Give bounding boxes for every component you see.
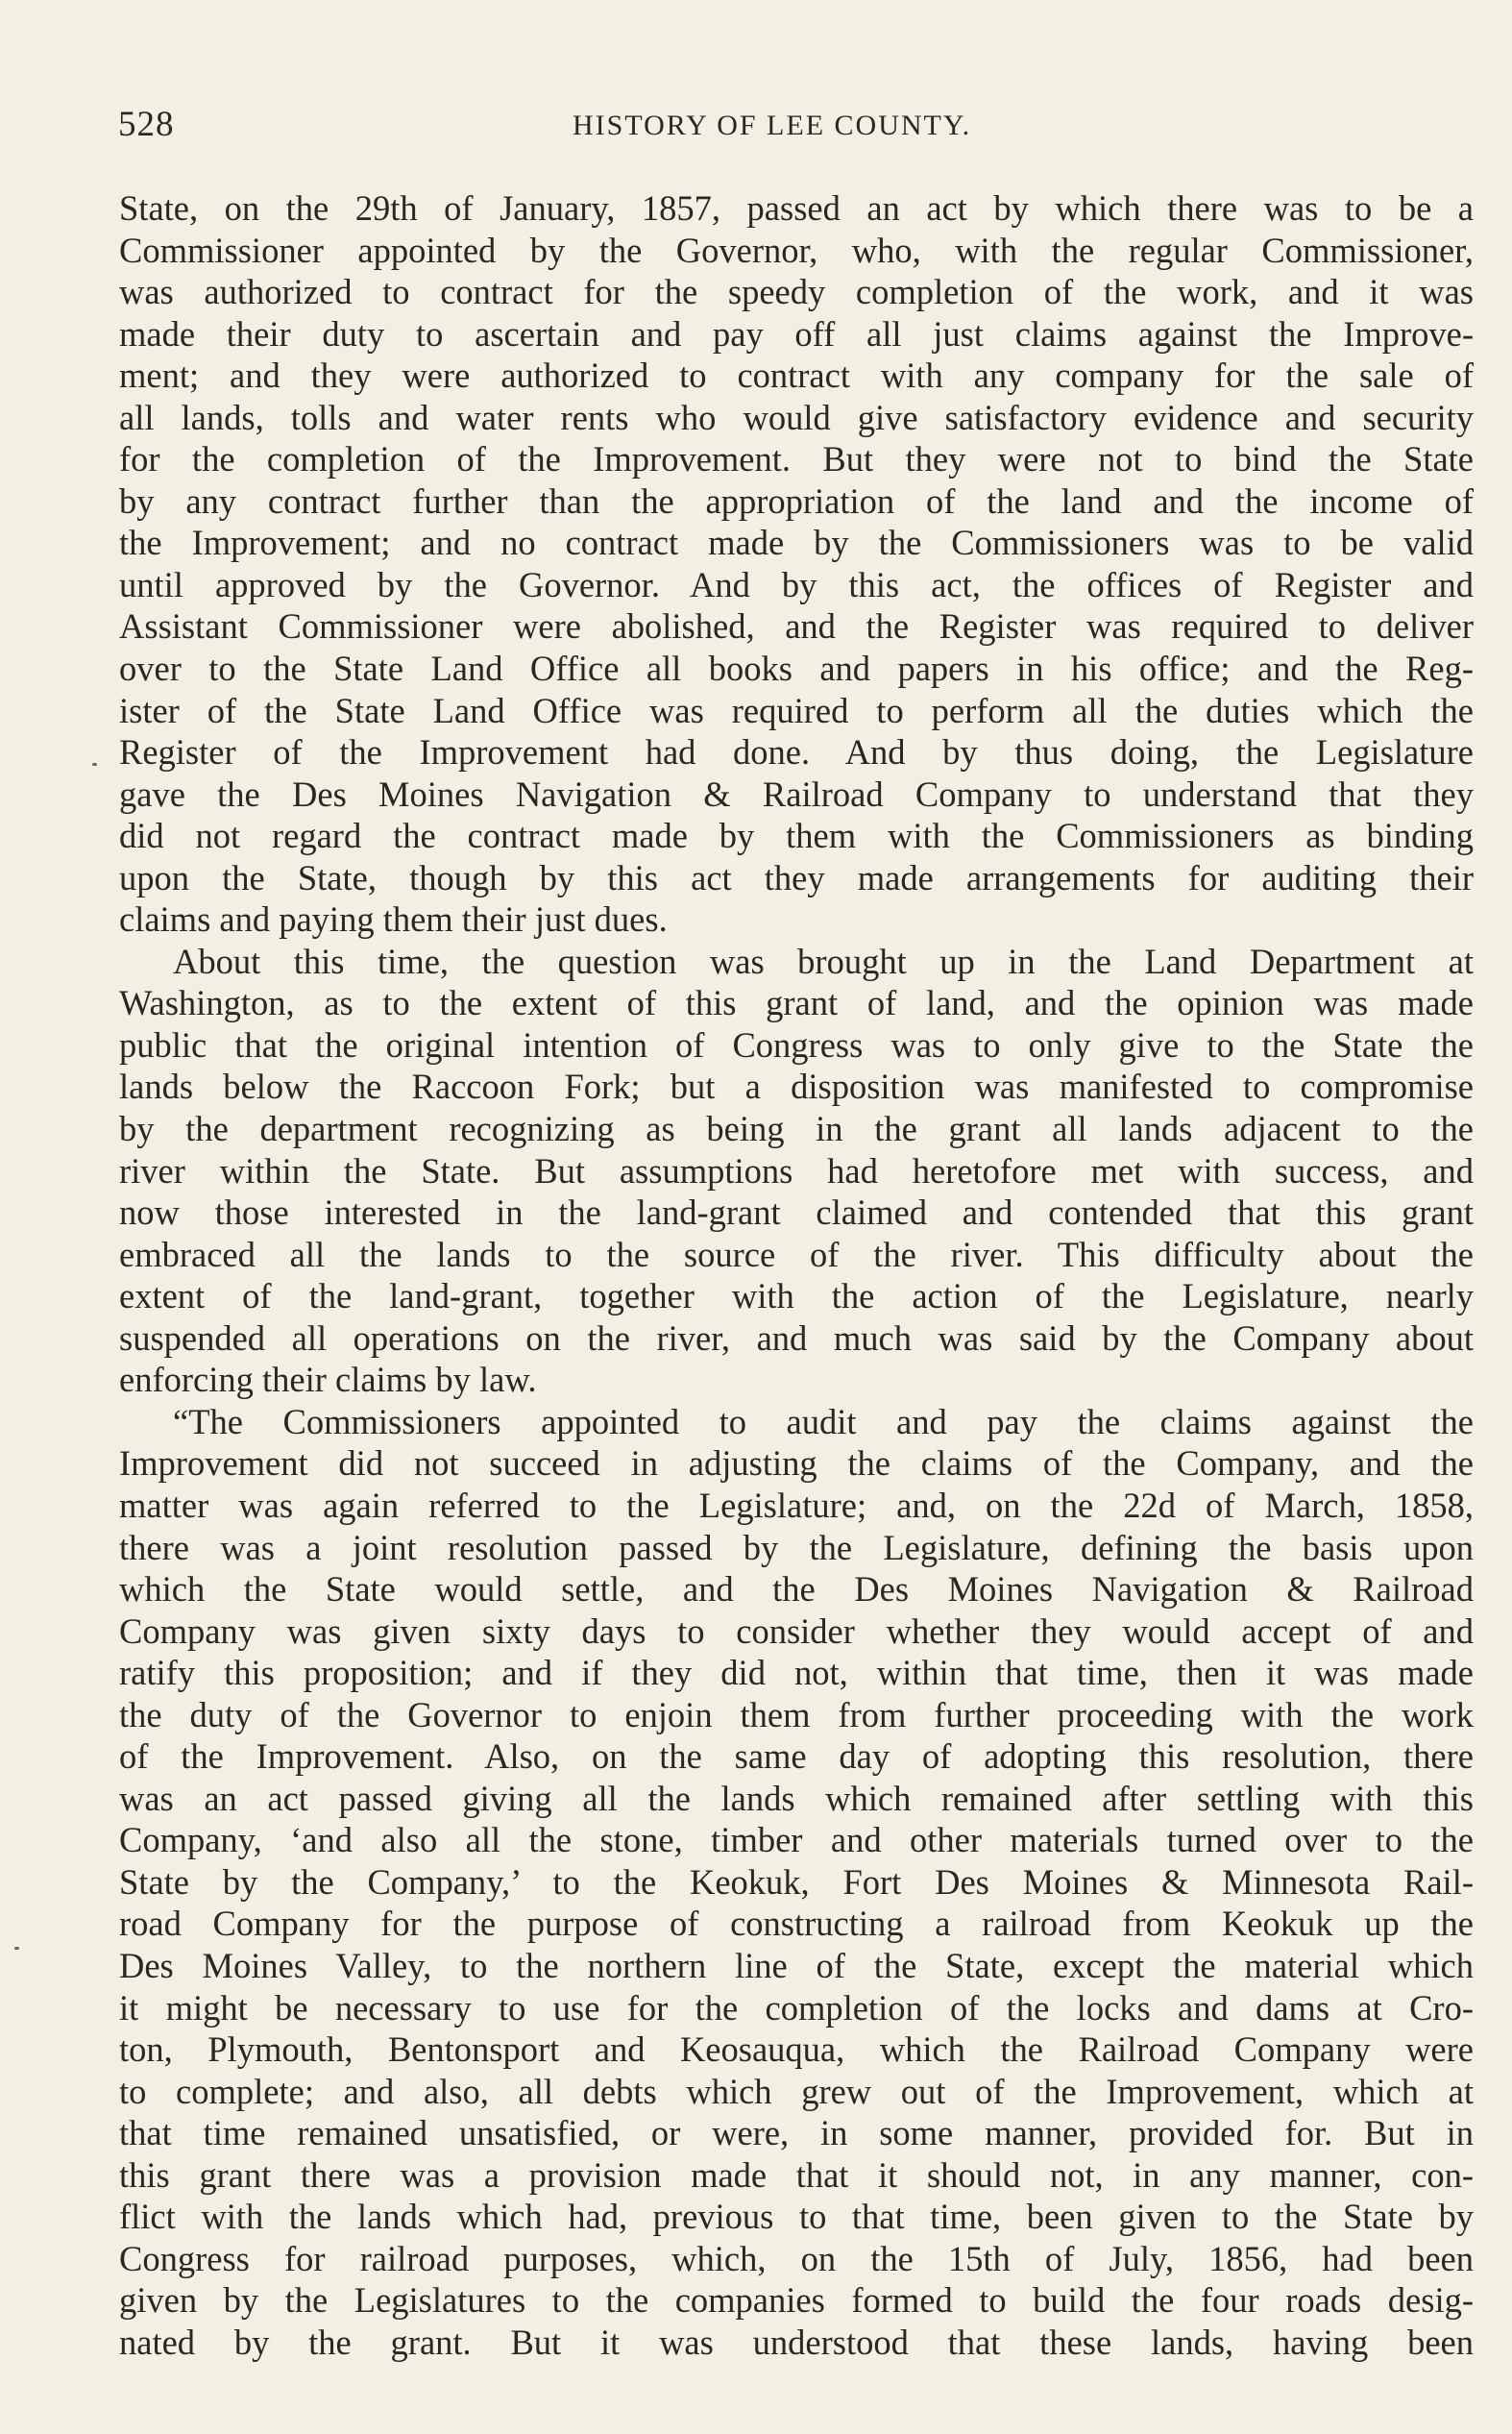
- page-number: 528: [118, 105, 175, 144]
- text-line: ment; and they were authorized to contract with any company for the sale of: [119, 356, 1474, 396]
- text-line: was an act passed giving all the lands which remained after settling with this: [119, 1778, 1474, 1818]
- text-line: Company was given sixty days to consider whether they would accept of and: [119, 1610, 1474, 1651]
- text-line: State, on the 29th of January, 1857, passed an act by which there was to be a: [119, 188, 1474, 228]
- text-line: enforcing their claims by law.: [119, 1360, 537, 1400]
- text-line: Des Moines Valley, to the northern line of the State, except the material which: [119, 1945, 1474, 1985]
- text-line: the Improvement; and no contract made by the Commissioners was to be valid: [119, 523, 1474, 563]
- text-line: lands below the Raccoon Fork; but a disposition was manifested to compromise: [119, 1067, 1474, 1107]
- text-line: that time remained unsatisfied, or were, in some manner, provided for. But in: [119, 2113, 1474, 2153]
- text-line: Washington, as to the extent of this grant of land, and the opinion was made: [119, 983, 1474, 1023]
- text-line: by any contract further than the appropriation of the land and the income of: [119, 480, 1474, 521]
- text-line: Assistant Commissioner were abolished, and the Register was required to deliver: [119, 606, 1474, 647]
- text-line: Improvement did not succeed in adjusting the claims of the Company, and the: [119, 1443, 1474, 1484]
- text-line: river within the State. But assumptions had heretofore met with success, and: [119, 1150, 1474, 1191]
- text-line: public that the original intention of Congress was to only give to the State the: [119, 1024, 1474, 1065]
- text-line: nated by the grant. But it was understood that these lands, having been: [119, 2322, 1474, 2362]
- text-line: suspended all operations on the river, and much was said by the Company about: [119, 1317, 1474, 1358]
- text-line: “The Commissioners appointed to audit and pay the claims against the: [173, 1401, 1474, 1441]
- text-line: all lands, tolls and water rents who would give satisfactory evidence and security: [119, 397, 1474, 437]
- text-line: Congress for railroad purposes, which, on the 15th of July, 1856, had been: [119, 2238, 1474, 2278]
- text-line: Commissioner appointed by the Governor, who, with the regular Commissioner,: [119, 230, 1474, 270]
- text-line: About this time, the question was brought up in the Land Department at: [173, 941, 1474, 981]
- text-line: it might be necessary to use for the completion of the locks and dams at Cro-: [119, 1987, 1474, 2028]
- text-line: ister of the State Land Office was required to perform all the duties which the: [119, 690, 1474, 730]
- text-line: Company, ‘and also all the stone, timber and other materials turned over to the: [119, 1820, 1474, 1860]
- text-line: over to the State Land Office all books and papers in his office; and the Reg-: [119, 649, 1474, 689]
- text-line: matter was again referred to the Legislature; and, on the 22d of March, 1858,: [119, 1485, 1474, 1525]
- text-line: to complete; and also, all debts which grew out of the Improvement, which at: [119, 2071, 1474, 2111]
- text-line: flict with the lands which had, previous to that time, been given to the State by: [119, 2197, 1474, 2237]
- text-line: extent of the land-grant, together with the action of the Legislature, nearly: [119, 1276, 1474, 1316]
- body-text: [119, 187, 1474, 2363]
- text-line: by the department recognizing as being in the grant all lands adjacent to the: [119, 1109, 1474, 1149]
- text-line: Register of the Improvement had done. And by thus doing, the Legislature: [119, 732, 1474, 773]
- text-line: embraced all the lands to the source of the river. This difficulty about the: [119, 1234, 1474, 1274]
- text-line: until approved by the Governor. And by this act, the offices of Register and: [119, 564, 1474, 604]
- text-line: made their duty to ascertain and pay off all just claims against the Improve-: [119, 313, 1474, 354]
- margin-speck: [92, 763, 97, 766]
- margin-speck: [14, 1947, 19, 1950]
- text-line: ratify this proposition; and if they did not, within that time, then it was made: [119, 1653, 1474, 1693]
- text-line: this grant there was a provision made that it should not, in any manner, con-: [119, 2154, 1474, 2195]
- text-line: now those interested in the land-grant claimed and contended that this grant: [119, 1192, 1474, 1233]
- text-line: gave the Des Moines Navigation & Railroad Company to understand that they: [119, 774, 1474, 814]
- text-line: of the Improvement. Also, on the same day of adopting this resolution, there: [119, 1736, 1474, 1777]
- text-line: road Company for the purpose of constructing a railroad from Keokuk up the: [119, 1904, 1474, 1944]
- text-line: State by the Company,’ to the Keokuk, Fort Des Moines & Minnesota Rail-: [119, 1861, 1474, 1902]
- text-line: there was a joint resolution passed by the Legislature, defining the basis upon: [119, 1527, 1474, 1567]
- text-line: claims and paying them their just dues.: [119, 899, 668, 940]
- text-line: upon the State, though by this act they made arrangements for auditing their: [119, 857, 1474, 897]
- text-line: did not regard the contract made by them with the Commissioners as binding: [119, 816, 1474, 856]
- page-header: [118, 104, 1463, 161]
- text-line: the duty of the Governor to enjoin them from further proceeding with the work: [119, 1694, 1474, 1734]
- text-line: was authorized to contract for the speedy completion of the work, and it was: [119, 272, 1474, 312]
- text-line: which the State would settle, and the Des Moines Navigation & Railroad: [119, 1569, 1474, 1610]
- running-title: HISTORY OF LEE COUNTY.: [573, 110, 972, 141]
- text-line: ton, Plymouth, Bentonsport and Keosauqua, which the Railroad Company were: [119, 2029, 1474, 2070]
- text-line: for the completion of the Improvement. But they were not to bind the State: [119, 439, 1474, 479]
- text-line: given by the Legislatures to the companies formed to build the four roads desig-: [119, 2280, 1474, 2321]
